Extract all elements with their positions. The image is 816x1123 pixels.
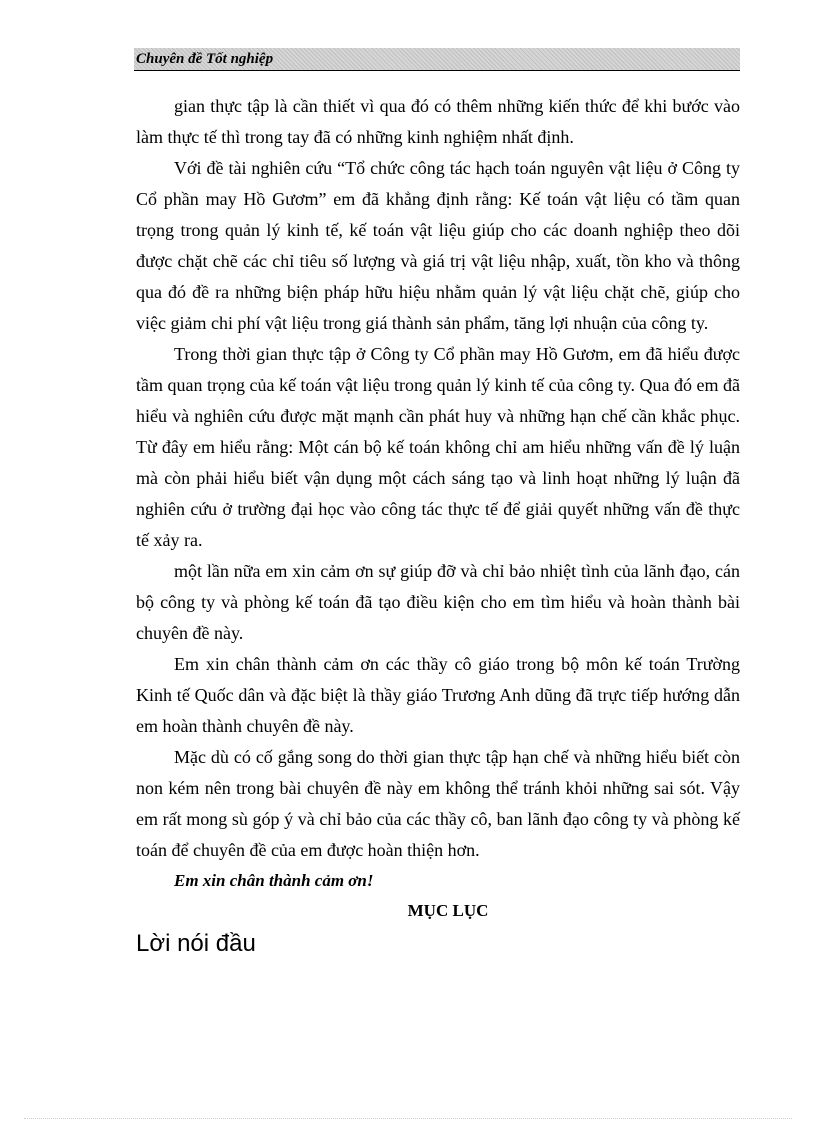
page-bottom-rule [24, 1118, 792, 1119]
paragraph-continuation: gian thực tập là cần thiết vì qua đó có thêm những kiến thức để khi bước vào làm thực tế thì trong tay đã có những kinh nghiệm nhất định. [136, 96, 740, 147]
paragraph-gratitude-company: một lần nữa em xin cảm ơn sự giúp đỡ và chỉ bảo nhiệt tình của lãnh đạo, cán bộ công ty và phòng kế toán đã tạo điều kiện cho em tìm hiểu và hoàn thành bài chuyên đề này. [136, 561, 740, 643]
paragraph-internship: Trong thời gian thực tập ở Công ty Cổ phần may Hồ Gươm, em đã hiểu được tầm quan trọng của kế toán vật liệu trong quản lý kinh tế của công ty. Qua đó em đã hiểu và nghiên cứu được mặt mạnh cần phát huy và những hạn chế cần khắc phục. Từ đây em hiểu rằng: Một cán bộ kế toán không chỉ am hiểu những vấn đề lý luận mà còn phải hiểu biết vận dụng một cách sáng tạo và linh hoạt những lý luận đã nghiên cứu ở trường đại học vào công tác thực tế để giải quyết những vấn đề thực tế xảy ra. [136, 344, 740, 550]
paragraph-research-topic: Với đề tài nghiên cứu “Tổ chức công tác hạch toán nguyên vật liệu ở Công ty Cổ phần may Hồ Gươm” em đã khẳng định rằng: Kế toán vật liệu có tầm quan trọng trong quản lý kinh tế, kế toán vật liệu giúp cho các doanh nghiệp theo dõi được chặt chẽ các chỉ tiêu số lượng và giá trị vật liệu nhập, xuất, tồn kho và thông qua đó đề ra những biện pháp hữu hiệu nhằm quản lý vật liệu chặt chẽ, giúp cho việc giảm chi phí vật liệu trong giá thành sản phẩm, tăng lợi nhuận của công ty. [136, 158, 740, 333]
paragraph-gratitude-teachers: Em xin chân thành cảm ơn các thầy cô giáo trong bộ môn kế toán Trường Kinh tế Quốc dân và đặc biệt là thầy giáo Trương Anh dũng đã trực tiếp hướng dẫn em hoàn thành chuyên đề này. [136, 654, 740, 736]
toc-entry[interactable]: Lời nói đầu [136, 930, 256, 957]
body-text [136, 91, 740, 960]
thanks-line: Em xin chân thành cảm ơn! [174, 871, 374, 890]
header-title: Chuyên đề Tốt nghiệp [136, 51, 274, 67]
toc-title: MỤC LỤC [407, 901, 489, 920]
paragraph-closing: Mặc dù có cố gắng song do thời gian thực tập hạn chế và những hiểu biết còn non kém nên trong bài chuyên đề này em không thể tránh khỏi những sai sót. Vậy em rất mong sù góp ý và chỉ bảo của các thầy cô, ban lãnh đạo công ty và phòng kế toán để chuyên đề của em được hoàn thiện hơn. [136, 747, 740, 860]
running-header [134, 48, 740, 71]
